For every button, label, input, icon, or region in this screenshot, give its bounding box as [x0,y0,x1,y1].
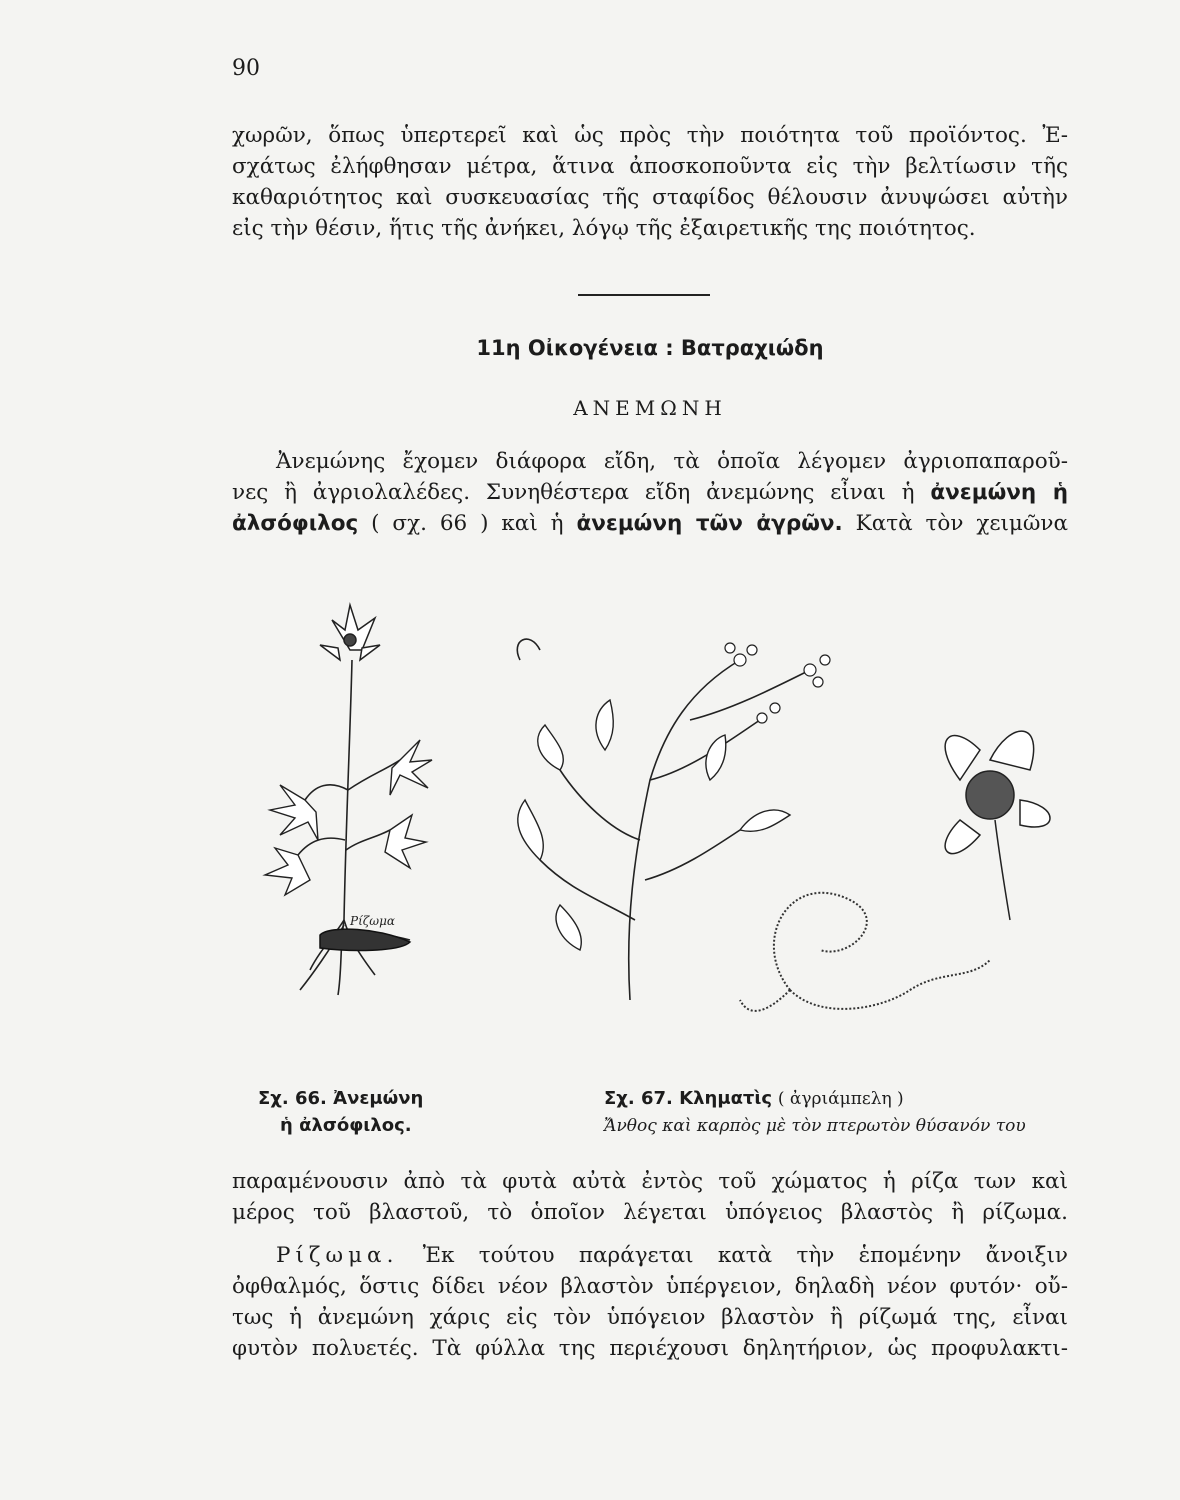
paragraph-1 [232,120,1068,244]
text-line: νες ἢ ἀγριολαλέδες. Συνηθέστερα εἴδη ἀνεμώνης εἶναι ἡ ἀνεμώνη ἡ [232,480,1068,505]
anemone-illustration [250,590,440,1010]
section-divider [578,294,710,296]
figure-66-caption: Σχ. 66. Ἀνεμώνη ἡ ἀλσόφιλος. [258,1088,424,1136]
clematis-flower [945,731,1050,920]
paragraph-4 [232,1240,1068,1364]
text-line: παραμένουσιν ἀπὸ τὰ φυτὰ αὐτὰ ἐντὸς τοῦ χώματος ἡ ρίζα των καὶ [232,1169,1068,1194]
section-title: ΑΝΕΜΩΝΗ [573,396,727,420]
text-line: μέρος τοῦ βλαστοῦ, τὸ ὁποῖον λέγεται ὑπόγειος βλαστὸς ἢ ρίζωμα. [232,1200,1068,1225]
anemone-flower [320,605,380,660]
text-line: Ἀνεμώνης ἔχομεν διάφορα εἴδη, τὰ ὁποῖα λέγομεν ἀγριοπαπαροῦ- [276,449,1068,474]
clematis-flower-clusters [725,643,830,723]
text-line: ὀφθαλμός, ὅστις δίδει νέον βλαστὸν ὑπέργειον, δηλαδὴ νέον φυτόν· οὔ- [232,1274,1068,1299]
text-line: σχάτως ἐλήφθησαν μέτρα, ἅτινα ἀποσκοποῦντα εἰς τὴν βελτίωσιν τῆς [232,154,1068,179]
text-line: χωρῶν, ὅπως ὑπερτερεῖ καὶ ὡς πρὸς τὴν ποιότητα τοῦ προϊόντος. Ἐ- [232,123,1068,148]
paragraph-3 [232,1166,1068,1228]
clematis-leaves [518,700,790,950]
clematis-illustration [490,620,1070,1040]
family-heading: 11η Οἰκογένεια : Βατραχιώδη [476,336,824,360]
text-line: Ρίζωμα. Ἐκ τούτου παράγεται κατὰ τὴν ἑπομένην ἄνοιξιν [276,1243,1068,1268]
text-line: τως ἡ ἀνεμώνη χάρις εἰς τὸν ὑπόγειον βλαστὸν ἢ ρίζωμά της, εἶναι [232,1305,1068,1330]
text-line: φυτὸν πολυετές. Τὰ φύλλα της περιέχουσι δηλητήριον, ὡς προφυλακτι- [232,1336,1068,1361]
page-number: 90 [232,56,260,81]
paragraph-2 [232,446,1068,539]
rhizome-label: Ρίζωμα [350,914,395,928]
text-line: καθαριότητος καὶ συσκευασίας τῆς σταφίδος θέλουσιν ἀνυψώσει αὐτὴν [232,185,1068,210]
vine-stem [629,660,740,1000]
text-line: εἰς τὴν θέσιν, ἥτις τῆς ἀνήκει, λόγῳ τῆς ἐξαιρετικῆς της ποιότητος. [232,216,976,241]
rhizome [320,929,410,950]
feathery-seed-plumes [740,893,990,1011]
text-line: ἀλσόφιλος ( σχ. 66 ) καὶ ἡ ἀνεμώνη τῶν ἀγρῶν. Κατὰ τὸν χειμῶνα [232,511,1069,536]
figure-67-caption: Σχ. 67. Κληματὶς ( ἀγριάμπελη ) Ἄνθος καὶ καρπὸς μὲ τὸν πτερωτὸν θύσανόν του [604,1088,1026,1136]
